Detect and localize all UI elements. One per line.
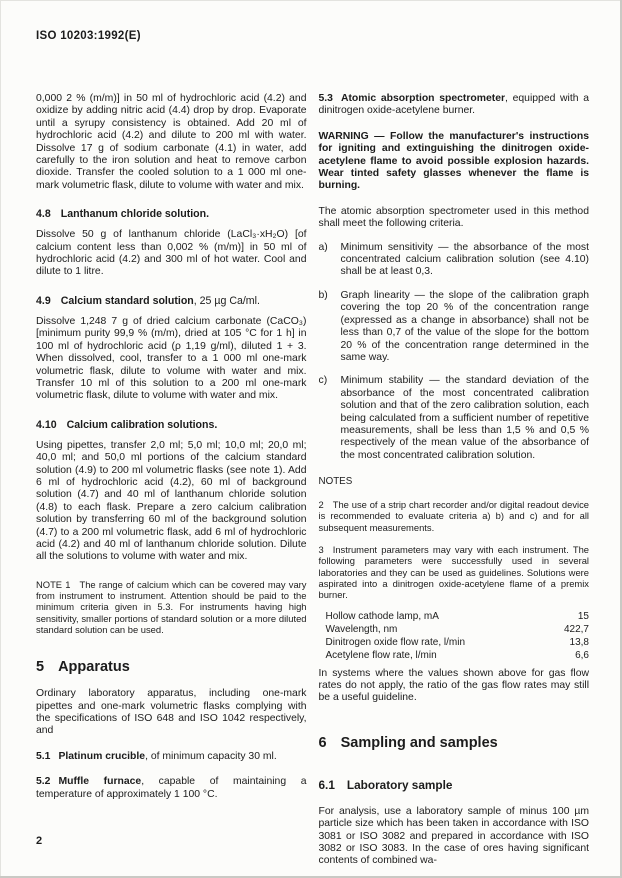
list-marker: a) [318,241,328,253]
parameter-label: Wavelength, nm [325,623,398,635]
page-number: 2 [36,835,43,847]
parameter-value: 15 [577,610,589,622]
clause-title-rest: , 25 µg Ca/ml. [193,294,260,307]
heading-section-5 [36,659,307,676]
clause-title: Muffle furnace [58,776,142,788]
left-column [36,93,307,868]
warning-paragraph: WARNING — Follow the manufacturer's instructions for igniting and extinguishing the dinitrogen oxide-acetylene flame to avoid possible explosion hazards. Wear tinted safety glasses whenever the flame is burning. [318,130,589,192]
clause-number: 5.1 [36,750,51,762]
clause-number: 4.8 [36,208,51,221]
clause-5-1 [36,751,307,763]
section-5-body: Ordinary laboratory apparatus, including one-mark pipettes and one-mark volumetric flasks complying with the specifications of ISO 648 and ISO 1042 respectively, and [36,688,307,737]
heading-4-8 [36,208,307,221]
clause-text: , equipped with a dinitrogen oxide-acetylene burner. [318,93,589,117]
right-column [319,93,590,868]
criterion-c [319,375,590,462]
criteria-intro: The atomic absorption spectrometer used in this method shall meet the following criteria. [318,205,589,230]
note-label: 2 [318,499,324,511]
parameter-value: 13,8 [569,636,589,648]
clause-title: Atomic absorption spectrometer [340,93,506,104]
clause-text: , capable of maintaining a temperature of approximately 1 100 °C. [36,776,307,800]
parameter-label: Acetylene flow rate, l/min [325,649,437,661]
clause-title: Laboratory sample [346,777,453,792]
section-title: Sampling and samples [340,734,498,751]
notes-title: NOTES [318,476,353,488]
gas-flow-paragraph: In systems where the values shown above for gas flow rates do not apply, the ratio of the gas flow rates may still be a useful guideline. [318,667,589,704]
clause-number: 4.9 [36,294,51,307]
clause-number: 6.1 [318,777,335,792]
criterion-text: Graph linearity — the slope of the calibration graph covering the top 20 % of the concentration range (expressed as a change in absorbance) shall not be less than 0,7 of the value of the slope for the bottom 20 % of the concentration range determined in the same way. [340,289,589,363]
clause-number: 4.10 [36,418,57,431]
clause-title: Calcium standard solution [60,294,194,307]
note-text: Instrument parameters may vary with each instrument. The following parameters were successfully used in several laboratories and they can be used as guidelines. Solutions were aspirated into a dinitrogen oxide-acetylene flame of a premix burner. [318,544,589,601]
paragraph-continuation: 0,000 2 % (m/m)] in 50 ml of hydrochloric acid (4.2) and oxidize by adding nitric acid (4.4) drop by drop. Evaporate until a syrupy consistency is obtained. Add 20 ml of hydrochloric acid (4.2) and dilute to 200 ml with water. Dissolve 17 g of sodium carbonate (4.1) in water, add carefully to the iron solution and heat to remove carbon dioxide. Transfer the cooled solution to a 1 000 ml one-mark volumetric flask, dilute to volume with water and mix. [36,93,307,191]
clause-5-3 [319,93,590,118]
note-text: The range of calcium which can be covered may vary from instrument to instrument. Attention should be paid to the minimum criteria given in 5.3. For instruments having high sensitivity, smaller portions of standard solution or a more diluted standard solution can be used. [36,578,307,635]
two-column-layout [36,93,589,868]
criterion-text: Minimum sensitivity — the absorbance of the most concentrated calcium calibration solution (see 4.10) shall be at least 0,3. [340,241,589,278]
table-row [319,610,590,623]
parameter-value: 422,7 [563,623,589,635]
clause-title: Lanthanum chloride solution. [60,208,210,221]
parameter-label: Dinitrogen oxide flow rate, l/min [325,636,466,648]
section-number: 5 [36,659,45,676]
heading-4-9 [36,295,307,308]
clause-title: Platinum crucible [58,750,146,762]
criterion-a [319,242,590,279]
note-2 [319,499,590,533]
list-marker: b) [318,289,328,301]
clause-title: Calcium calibration solutions. [66,418,218,431]
parameter-label: Hollow cathode lamp, mA [325,610,439,622]
note-1 [36,579,307,635]
criterion-text: Minimum stability — the standard deviation of the absorbance of the most concentrated calibration solution and that of the zero calibration solution, each being calculated from a sufficient number of repetitive measurements, shall be less than 1,5 % and 0,5 % respectively of the mean value of the absorbance of the most concentrated calibration solution. [340,375,589,461]
clause-number: 5.3 [318,93,333,104]
note-text: The use of a strip chart recorder and/or digital readout device is recommended to evaluate criteria a) b) and c) and for all subsequent measurements. [318,499,589,533]
note-label: NOTE 1 [36,578,71,590]
page-header: ISO 10203:1992(E) [36,30,141,42]
clause-5-2 [36,776,307,801]
heading-6-1 [319,778,590,792]
clause-6-1-body: For analysis, use a laboratory sample of minus 100 µm particle size which has been taken in accordance with ISO 3081 or ISO 3082 and prepared in accordance with ISO 3082 or ISO 3083. In the case of ores having significant contents of combined wa- [318,805,589,867]
clause-4-9-body: Dissolve 1,248 7 g of dried calcium carbonate (CaCO₃) [minimum purity 99,9 % (m/m), dried at 105 °C for 1 h] in 100 ml of hydrochloric acid (ρ 1,19 g/ml), diluted 1 + 3. When dissolved, cool, transfer to a 1 000 ml one-mark volumetric flask, dilute to volume with water and mix. Transfer 10 ml of this solution to a 200 ml one-mark volumetric flask, dilute to volume with water and mix. [36,315,307,402]
table-row [319,649,590,662]
note-label: 3 [318,544,324,556]
heading-4-10 [36,419,307,432]
section-number: 6 [318,734,327,751]
clause-text: , of minimum capacity 30 ml. [145,750,277,762]
note-3 [319,544,590,600]
clause-4-8-body: Dissolve 50 g of lanthanum chloride (LaCl₃·xH₂O) [of calcium content less than 0,002 % (m/m)] in 50 ml of hydrochloric acid (4.2) and 300 ml of hot water. Cool and dilute to 1 litre. [36,229,307,278]
list-marker: c) [318,375,328,387]
criterion-b [319,290,590,364]
table-row [319,636,590,649]
clause-number: 5.2 [36,776,51,788]
heading-section-6 [319,735,590,752]
table-row [319,623,590,636]
parameter-value: 6,6 [575,649,589,661]
section-title: Apparatus [58,659,130,676]
clause-4-10-body: Using pipettes, transfer 2,0 ml; 5,0 ml; 10,0 ml; 20,0 ml; 40,0 ml; and 50,0 ml portions of the calcium standard solution (4.9) to 200 ml volumetric flasks (see note 1). Add 6 ml of hydrochloric acid (4.2), 60 ml of background solution (4.7) and 40 ml of lanthanum chloride solution (4.8) to each flask. Prepare a zero calcium calibration solution by transferring 60 ml of the background solution (4.7) to a 200 ml volumetric flask, add 6 ml of hydrochloric acid (4.2) and 40 ml of lanthanum chloride solution. Dilute all the solutions to volume with water and mix. [36,439,307,563]
instrument-parameters-table [319,610,590,662]
